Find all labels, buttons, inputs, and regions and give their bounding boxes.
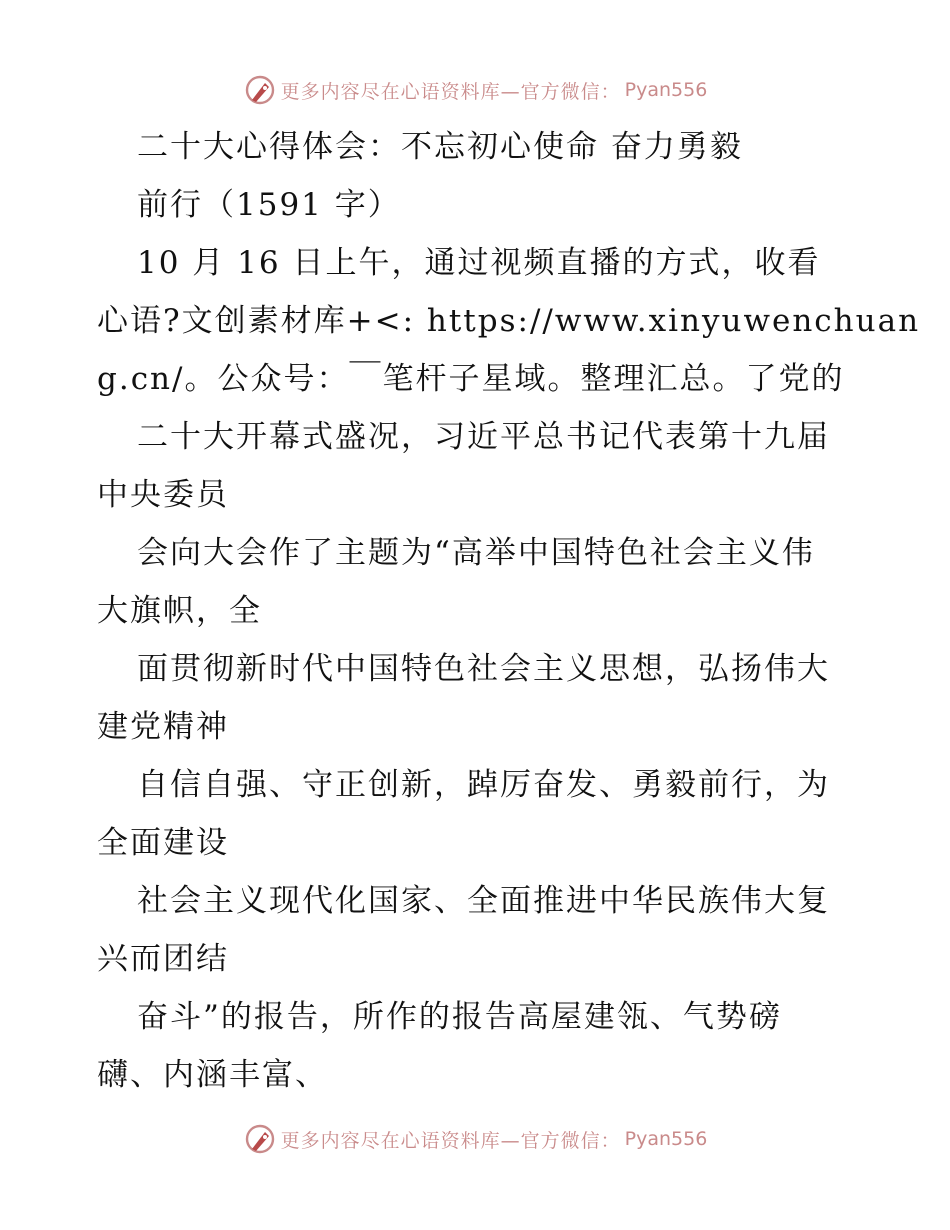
paragraph-line: 大旗帜，全 bbox=[97, 593, 262, 629]
paragraph-line: 10 月 16 日上午，通过视频直播的方式，收看 bbox=[137, 245, 821, 281]
paragraph-line: 面贯彻新时代中国特色社会主义思想，弘扬伟大 bbox=[137, 651, 830, 687]
paragraph-line: 礴、内涵丰富、 bbox=[97, 1057, 328, 1093]
title-line-2: 前行（1591 字） bbox=[137, 187, 401, 223]
paragraph-line: 兴而团结 bbox=[97, 941, 229, 977]
paragraph-line: 全面建设 bbox=[97, 825, 229, 861]
paragraph-line: 建党精神 bbox=[97, 709, 229, 745]
banner-handle: Pyan556 bbox=[624, 1128, 708, 1150]
pen-nib-logo-icon bbox=[243, 73, 277, 107]
banner-text: 更多内容尽在心语资料库—官方微信： bbox=[280, 1129, 621, 1152]
title-line-1: 二十大心得体会：不忘初心使命 奋力勇毅 bbox=[137, 129, 743, 165]
header-watermark-banner bbox=[0, 70, 950, 110]
paragraph-line: 心语?文创素材库+<: https://www.xinyuwenchuan bbox=[97, 303, 921, 339]
banner-handle: Pyan556 bbox=[624, 79, 708, 101]
paragraph-line: g.cn/。公众号：￣笔杆子星域。整理汇总。了党的 bbox=[97, 361, 845, 397]
paragraph-line: 中央委员 bbox=[97, 477, 229, 513]
paragraph-line: 奋斗”的报告，所作的报告高屋建瓴、气势磅 bbox=[137, 999, 782, 1035]
document-body bbox=[97, 118, 921, 1104]
paragraph-line: 会向大会作了主题为“高举中国特色社会主义伟 bbox=[137, 535, 815, 571]
pen-nib-logo-icon bbox=[243, 1122, 277, 1156]
paragraph-line: 二十大开幕式盛况，习近平总书记代表第十九届 bbox=[137, 419, 830, 455]
paragraph-line: 自信自强、守正创新，踔厉奋发、勇毅前行，为 bbox=[137, 767, 830, 803]
banner-text: 更多内容尽在心语资料库—官方微信： bbox=[280, 80, 621, 103]
paragraph-line: 社会主义现代化国家、全面推进中华民族伟大复 bbox=[137, 883, 830, 919]
footer-watermark-banner bbox=[0, 1119, 950, 1159]
